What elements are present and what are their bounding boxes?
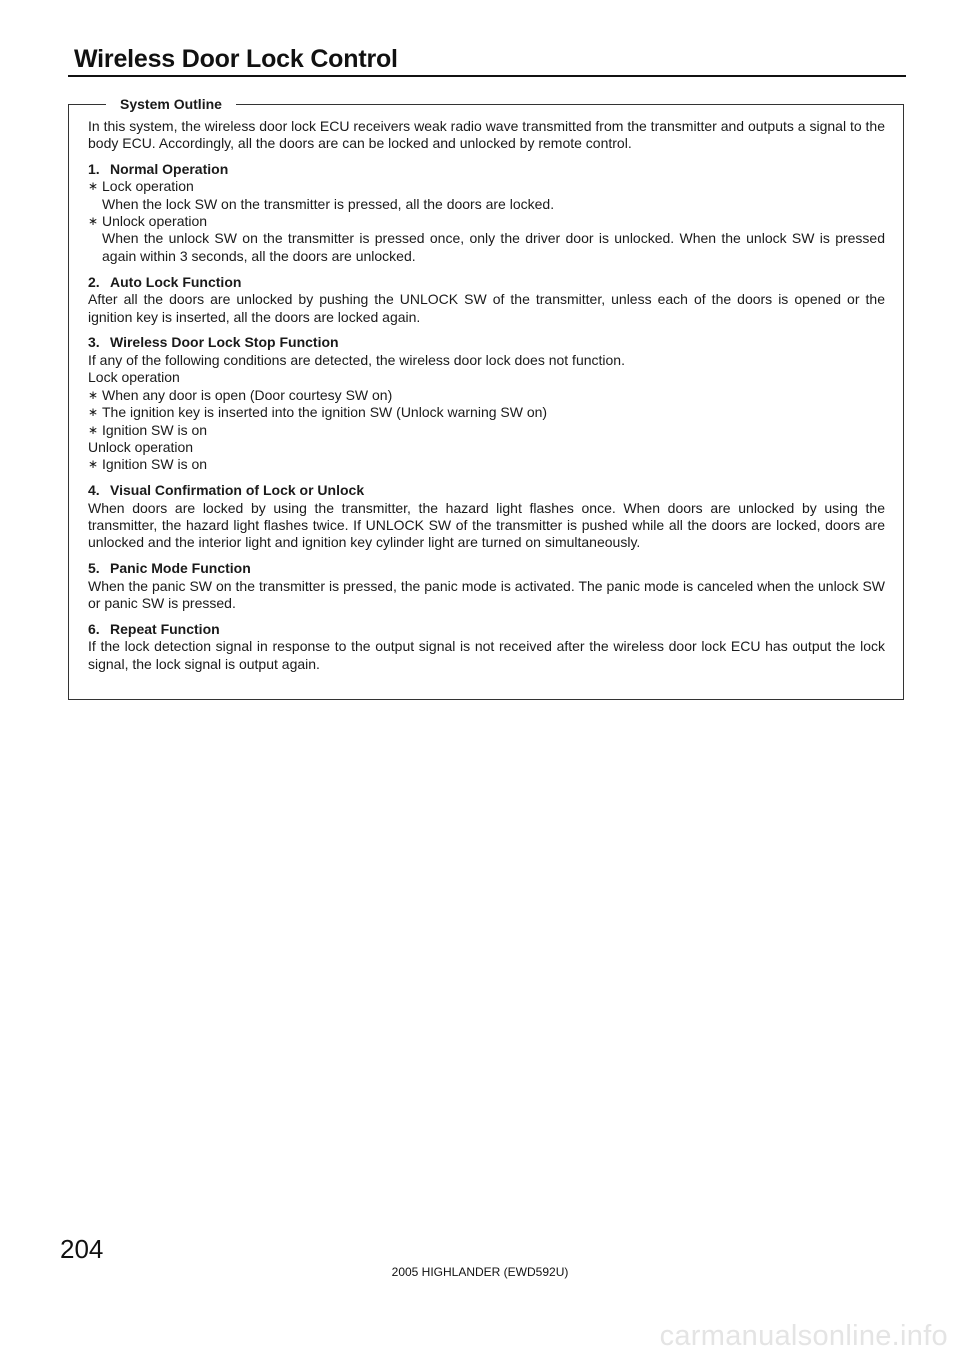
section-number: 2. bbox=[88, 273, 100, 290]
section-text: When doors are locked by using the transmitter, the hazard light flashes once. When doors are unlocked by using the transmitter, the hazard light flashes twice. If UNLOCK SW of the transmitter is pushed while all the doors are locked, doors are unlocked and the interior light and ignition key cylinder light are turned on simultaneously. bbox=[88, 499, 885, 551]
page-title: Wireless Door Lock Control bbox=[74, 45, 398, 73]
model-footer: 2005 HIGHLANDER (EWD592U) bbox=[391, 1265, 569, 1279]
section-heading bbox=[88, 621, 885, 638]
section-visual-confirmation bbox=[88, 482, 885, 552]
list-item: ∗ The ignition key is inserted into the ignition SW (Unlock warning SW on) bbox=[88, 404, 548, 421]
section-heading bbox=[88, 482, 885, 499]
section-title: Panic Mode Function bbox=[110, 560, 251, 577]
section-number: 3. bbox=[88, 334, 100, 351]
section-text: If any of the following conditions are detected, the wireless door lock does not function. bbox=[88, 351, 625, 368]
section-text: If the lock detection signal in response to the output signal is not received after the wireless door lock ECU has output the lock signal, the lock signal is output again. bbox=[88, 638, 885, 672]
section-text: After all the doors are unlocked by pushing the UNLOCK SW of the transmitter, unless each of the doors is opened or the ignition key is inserted, all the doors are locked again. bbox=[88, 291, 885, 325]
section-auto-lock bbox=[88, 274, 885, 326]
section-repeat-function bbox=[88, 621, 885, 673]
list-item: ∗ Ignition SW is on bbox=[88, 456, 208, 473]
section-title: Normal Operation bbox=[110, 160, 229, 177]
section-heading bbox=[88, 334, 885, 351]
system-outline-content bbox=[88, 118, 885, 682]
section-panic-mode bbox=[88, 560, 885, 612]
intro-paragraph: In this system, the wireless door lock ECU receivers weak radio wave transmitted from the transmitter and outputs a signal to the body ECU. Accordingly, all the doors are can be locked and unlocked by remote control. bbox=[88, 118, 885, 152]
system-outline-legend: System Outline bbox=[106, 96, 236, 112]
section-title: Wireless Door Lock Stop Function bbox=[110, 334, 339, 351]
bullet-icon: ∗ bbox=[88, 457, 99, 472]
section-title: Repeat Function bbox=[110, 621, 220, 638]
list-item: ∗ When any door is open (Door courtesy SW on) bbox=[88, 386, 393, 403]
section-number: 1. bbox=[88, 160, 100, 177]
bullet-icon: ∗ bbox=[88, 422, 99, 437]
unlock-operation-label: Unlock operation bbox=[88, 438, 194, 455]
bullet-icon: ∗ bbox=[88, 214, 99, 229]
section-heading bbox=[88, 560, 885, 577]
section-normal-operation bbox=[88, 161, 885, 265]
page-number: 204 bbox=[60, 1234, 104, 1264]
section-number: 5. bbox=[88, 560, 100, 577]
item-detail: When the lock SW on the transmitter is pressed, all the doors are locked. bbox=[102, 195, 555, 212]
section-title: Auto Lock Function bbox=[110, 273, 242, 290]
section-title: Visual Confirmation of Lock or Unlock bbox=[110, 482, 365, 499]
list-item: ∗ Unlock operation bbox=[88, 213, 208, 230]
section-lock-stop bbox=[88, 334, 885, 473]
section-text: When the panic SW on the transmitter is pressed, the panic mode is activated. The panic mode is canceled when the unlock SW or panic SW is pressed. bbox=[88, 577, 885, 612]
section-number: 4. bbox=[88, 482, 100, 499]
section-heading bbox=[88, 161, 885, 178]
bullet-icon: ∗ bbox=[88, 405, 99, 420]
bullet-icon: ∗ bbox=[88, 179, 99, 194]
item-detail: When the unlock SW on the transmitter is pressed once, only the driver door is unlocked. When the unlock SW is pressed again within 3 seconds, all the doors are unlocked. bbox=[102, 230, 885, 264]
bullet-icon: ∗ bbox=[88, 387, 99, 402]
watermark: carmanualsonline.info bbox=[659, 1320, 948, 1352]
lock-operation-label: Lock operation bbox=[88, 369, 180, 386]
title-divider bbox=[68, 75, 906, 77]
list-item: ∗ Lock operation bbox=[88, 178, 194, 195]
list-item: ∗ Ignition SW is on bbox=[88, 421, 208, 438]
section-heading bbox=[88, 274, 885, 291]
section-number: 6. bbox=[88, 621, 100, 638]
